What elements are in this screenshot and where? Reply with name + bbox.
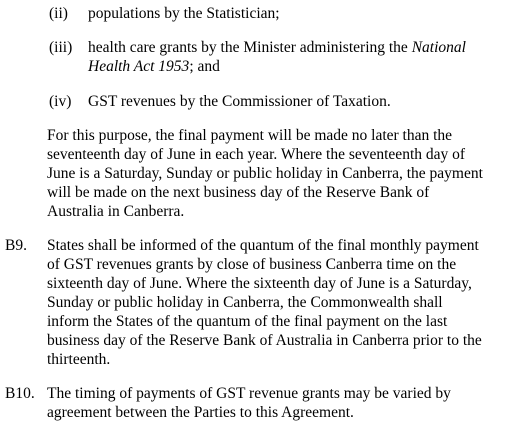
final-payment-paragraph	[47, 126, 502, 221]
text-line: will be made on the next business day of the Reserve Bank of	[47, 184, 430, 201]
act-title-italic: National	[411, 39, 466, 56]
text-line: Australia in Canberra.	[47, 203, 185, 220]
text-line: business day of the Reserve Bank of Australia in Canberra prior to the	[47, 332, 482, 349]
text-line	[88, 57, 508, 76]
text-run: health care grants by the Minister administering the	[88, 39, 412, 56]
clause-text	[47, 236, 505, 369]
item-number: (iv)	[49, 93, 72, 110]
text-line: The timing of payments of GST revenue grants may be varied by	[47, 385, 451, 402]
text-line: GST revenues by the Commissioner of Taxation.	[88, 93, 391, 110]
text-line: States shall be informed of the quantum of the final monthly payment	[47, 237, 479, 254]
text-line: seventeenth day of June in each year. Where the seventeenth day of	[47, 146, 466, 163]
clause-number: B9.	[5, 237, 27, 254]
text-run: ; and	[189, 58, 220, 75]
item-number: (iii)	[49, 39, 73, 56]
text-line: thirteenth.	[47, 351, 111, 368]
text-line: of GST revenues grants by close of business Canberra time on the	[47, 256, 457, 273]
clause-number: B10.	[5, 385, 35, 402]
item-number: (ii)	[49, 5, 68, 22]
act-title-italic: Health Act 1953	[88, 58, 190, 75]
item-text	[88, 38, 508, 76]
text-line: For this purpose, the final payment will be made no later than the	[47, 127, 453, 144]
text-line	[88, 38, 508, 57]
item-text	[88, 92, 508, 111]
text-line: agreement between the Parties to this Agreement.	[47, 404, 354, 421]
text-line: sixteenth day of June. Where the sixteenth day of June is a Saturday,	[47, 275, 472, 292]
text-line: June is a Saturday, Sunday or public holiday in Canberra, the payment	[47, 165, 483, 182]
clause-text	[47, 384, 505, 422]
text-line: inform the States of the quantum of the final payment on the last	[47, 313, 448, 330]
text-line: Sunday or public holiday in Canberra, the Commonwealth shall	[47, 294, 443, 311]
item-text	[88, 4, 508, 23]
text-line: populations by the Statistician;	[88, 5, 280, 22]
